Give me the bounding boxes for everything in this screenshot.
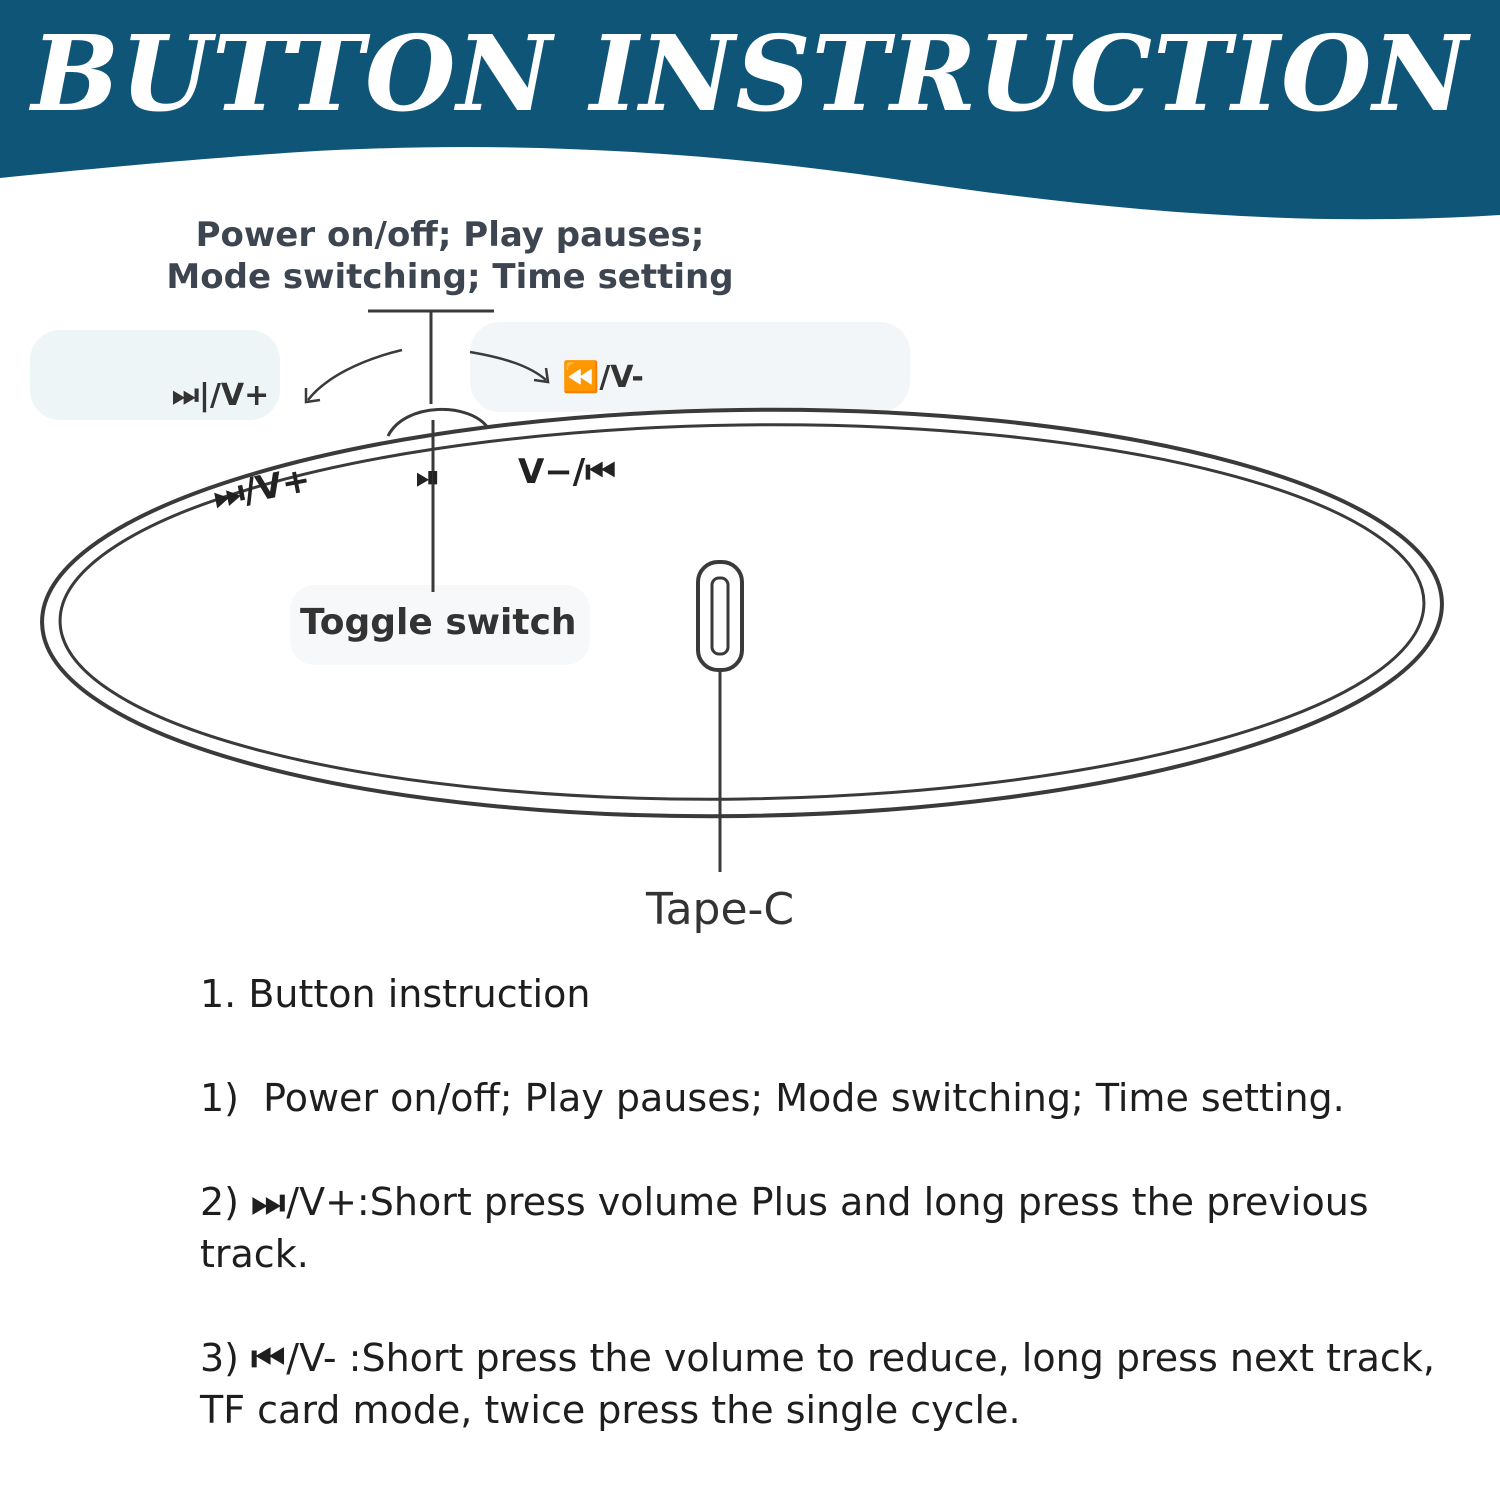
instruction-number: 3) [200, 1336, 252, 1380]
instruction-number: 1) [200, 1076, 264, 1120]
power-button-label-line1: Power on/off; Play pauses; [195, 215, 705, 255]
body-prev-button: V−/⏮ [518, 452, 616, 492]
next-track-icon: ⏭ [251, 1180, 283, 1224]
body-next-button: ⏭/V+ [210, 459, 314, 518]
instruction-item [200, 1176, 1440, 1280]
page-title: BUTTON INSTRUCTION [31, 12, 1469, 135]
toggle-switch-label: Toggle switch [300, 602, 577, 643]
usb-c-port-label: Tape-C [646, 884, 795, 935]
prev-volume-down-label: ⏪/V- [562, 360, 644, 395]
instruction-text: /V- :Short press the volume to reduce, long press next track, TF card mode, twice press the single cycle. [200, 1336, 1435, 1432]
previous-track-icon: ⏮ [251, 1336, 283, 1380]
power-button-label [140, 214, 760, 298]
instructions [200, 968, 1440, 1436]
instruction-text: Power on/off; Play pauses; Mode switching; Time setting. [263, 1076, 1345, 1120]
next-volume-up-label: ⏭|/V+ [172, 378, 270, 413]
instruction-text: /V+:Short press volume Plus and long press the previous track. [200, 1180, 1369, 1276]
body-play-pause-button: ⏯ [416, 460, 440, 495]
arrow-left [308, 350, 402, 400]
instructions-heading: 1. Button instruction [200, 972, 591, 1016]
instruction-item [200, 1332, 1440, 1436]
instruction-item [200, 1072, 1440, 1124]
power-button-label-line2: Mode switching; Time setting [166, 257, 734, 297]
highlight-right [470, 322, 910, 412]
instruction-number: 2) [200, 1180, 252, 1224]
